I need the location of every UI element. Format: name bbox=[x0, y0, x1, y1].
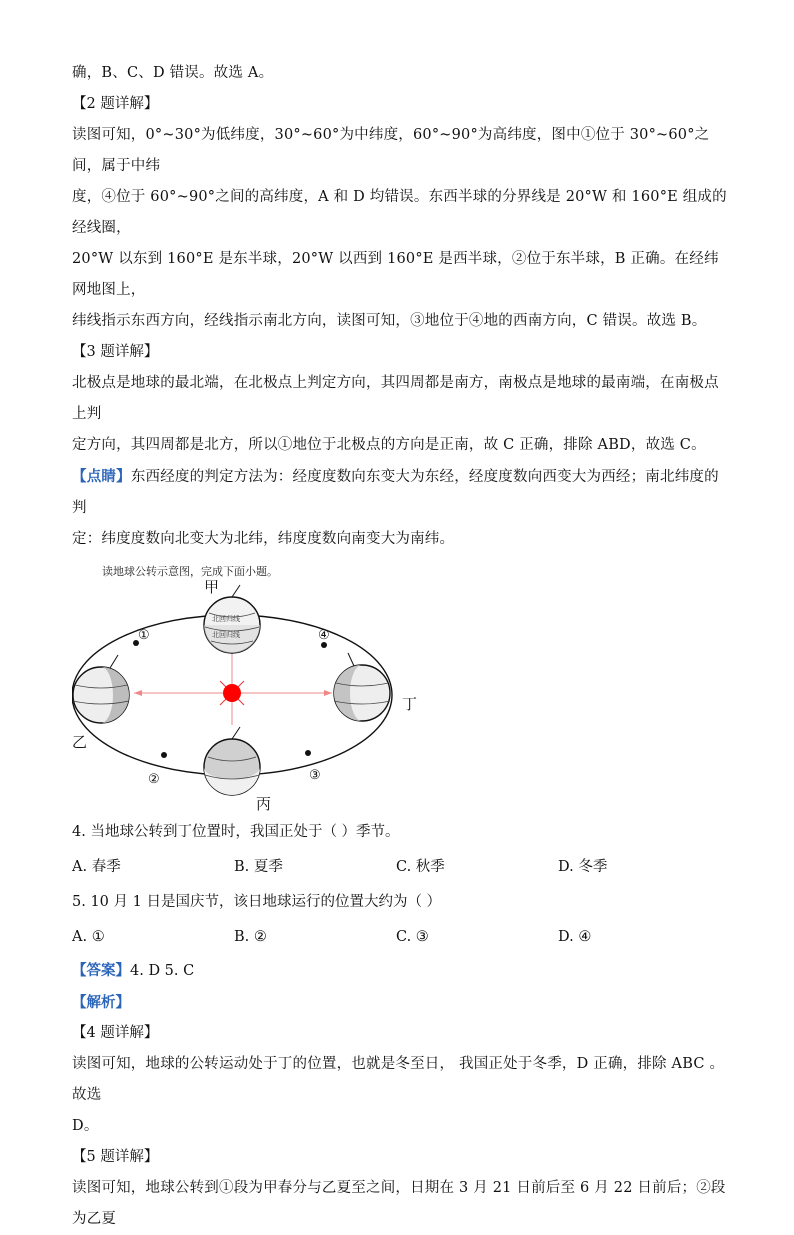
text-line: 定方向，其四周都是北方，所以①地位于北极点的方向是正南，故 C 正确，排除 ABD，故选 C。 bbox=[72, 437, 706, 453]
text-line: 读图可知，地球公转到①段为甲春分与乙夏至之间，日期在 3 月 21 日前后至 6 月 22 日前后；②段为乙夏 bbox=[72, 1180, 726, 1227]
sun-icon bbox=[220, 681, 244, 705]
globe-jia-label-2: 北回归线 bbox=[212, 631, 240, 639]
marker-2: ② bbox=[148, 772, 160, 787]
marker-3: ③ bbox=[309, 768, 321, 783]
orbit-diagram bbox=[72, 555, 732, 815]
text-line: D。 bbox=[72, 1118, 99, 1134]
label-bing: 丙 bbox=[256, 795, 272, 813]
globe-ding bbox=[334, 653, 390, 721]
option-b: B. 夏季 bbox=[234, 859, 283, 875]
globe-yi bbox=[73, 655, 129, 723]
option-a: A. 春季 bbox=[72, 859, 121, 875]
label-yi: 乙 bbox=[72, 733, 88, 751]
orbit-dot-3 bbox=[305, 750, 311, 756]
question-5-options bbox=[72, 919, 728, 955]
question-4-options bbox=[72, 849, 728, 885]
text-line: 定：纬度度数向北变大为北纬，纬度度数向南变大为南纬。 bbox=[72, 531, 455, 547]
arrow-right-icon bbox=[324, 690, 332, 696]
arrow-left-icon bbox=[134, 690, 142, 696]
answer-text: 4. D 5. C bbox=[130, 963, 195, 979]
answer-label: 【答案】 bbox=[72, 962, 130, 979]
text-line: 读图可知，0°~30°为低纬度，30°~60°为中纬度，60°~90°为高纬度，图中①位于 30°~60°之间，属于中纬 bbox=[72, 127, 710, 174]
label-jia: 甲 bbox=[204, 578, 220, 596]
marker-1: ① bbox=[138, 628, 150, 643]
option-d: D. ④ bbox=[558, 929, 592, 945]
answer-line bbox=[72, 955, 728, 987]
text-line: 20°W 以东到 160°E 是东半球，20°W 以西到 160°E 是西半球，②位于东半球，B 正确。在经纬网地图上， bbox=[72, 251, 719, 298]
section-heading: 【3 题详解】 bbox=[72, 344, 159, 360]
section-heading: 【4 题详解】 bbox=[72, 1025, 159, 1041]
section-heading: 【5 题详解】 bbox=[72, 1149, 159, 1165]
text-line: 度，④位于 60°~90°之间的高纬度，A 和 D 均错误。东西半球的分界线是 20°W 和 160°E 组成的经线圈， bbox=[72, 189, 727, 236]
figure-caption: 读地球公转示意图，完成下面小题。 bbox=[102, 565, 278, 578]
section-heading: 【2 题详解】 bbox=[72, 96, 159, 112]
tip-line bbox=[72, 461, 728, 524]
earth-revolution-figure bbox=[72, 555, 732, 815]
option-b: B. ② bbox=[234, 929, 267, 945]
globe-bing bbox=[204, 727, 260, 795]
tip-label: 【点睛】 bbox=[72, 468, 131, 485]
document-page bbox=[72, 58, 728, 1235]
option-c: C. 秋季 bbox=[396, 859, 445, 875]
text-line: 读图可知，地球的公转运动处于丁的位置，也就是冬至日， 我国正处于冬季，D 正确，排除 ABC 。故选 bbox=[72, 1056, 725, 1103]
label-ding: 丁 bbox=[402, 695, 418, 713]
globe-jia-label-1: 北回归线 bbox=[212, 615, 240, 623]
text-line: 确，B、C、D 错误。故选 A。 bbox=[72, 65, 274, 81]
analysis-label: 【解析】 bbox=[72, 994, 130, 1011]
text-line: 纬线指示东西方向，经线指示南北方向，读图可知，③地位于④地的西南方向，C 错误。故选 B。 bbox=[72, 313, 707, 329]
option-d: D. 冬季 bbox=[558, 859, 608, 875]
orbit-dot-2 bbox=[161, 752, 167, 758]
question-5-stem: 5. 10 月 1 日是国庆节，该日地球运行的位置大约为（ ） bbox=[72, 894, 442, 910]
option-c: C. ③ bbox=[396, 929, 429, 945]
tip-text: 东西经度的判定方法为：经度度数向东变大为东经，经度度数向西变大为西经；南北纬度的判 bbox=[72, 469, 719, 516]
question-4-stem: 4. 当地球公转到丁位置时，我国正处于（ ）季节。 bbox=[72, 824, 400, 840]
text-line: 北极点是地球的最北端，在北极点上判定方向，其四周都是南方，南极点是地球的最南端，在南极点上判 bbox=[72, 375, 719, 422]
marker-4: ④ bbox=[318, 628, 330, 643]
option-a: A. ① bbox=[72, 929, 105, 945]
